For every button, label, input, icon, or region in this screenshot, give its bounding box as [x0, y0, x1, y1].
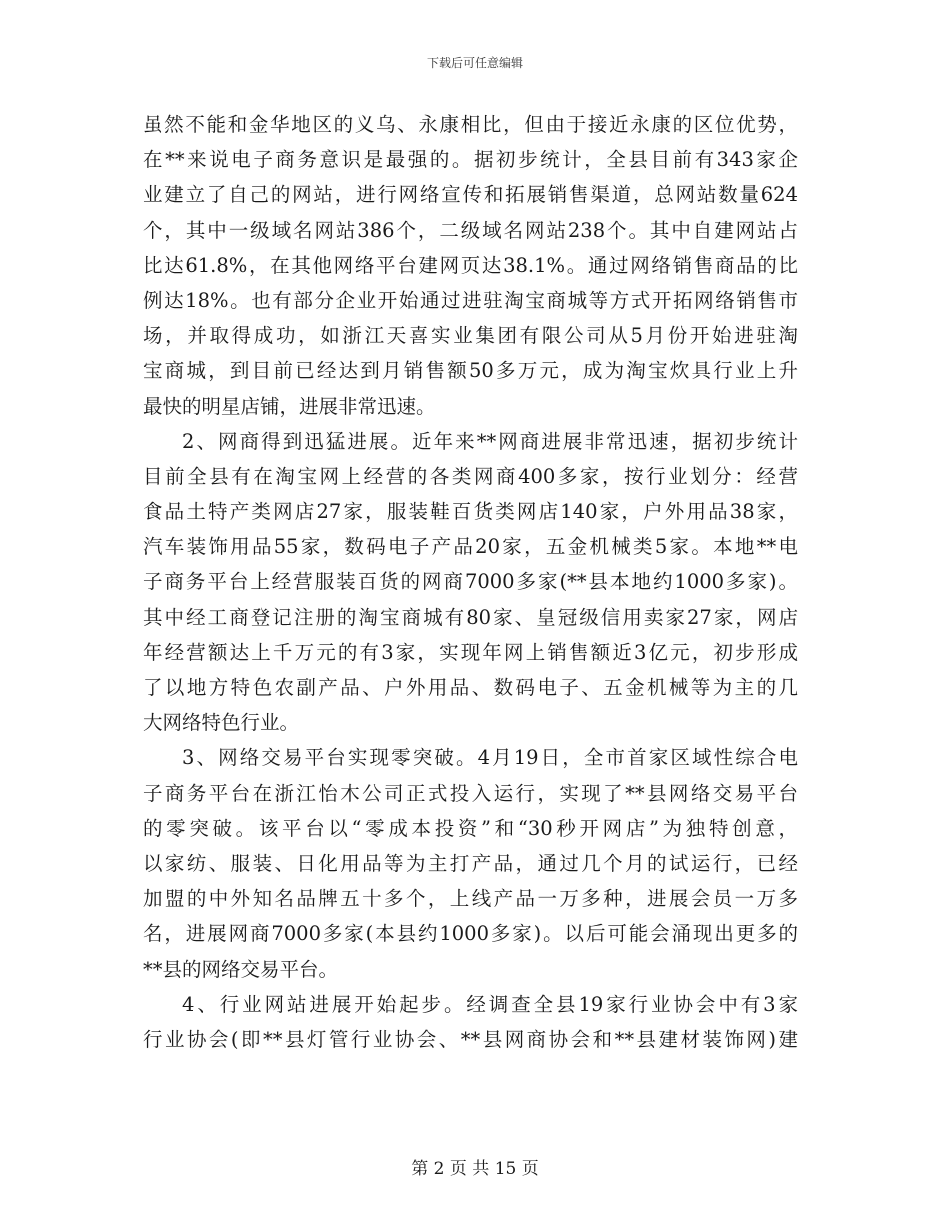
text-line: 宝商城，到目前已经达到月销售额50多万元，成为淘宝炊具行业上升	[143, 359, 798, 383]
text-line: 食品土特产类网店27家，服装鞋百货类网店140家，户外用品38家，	[143, 500, 798, 524]
text-line: 比达61.8%，在其他网络平台建网页达38.1%。通过网络销售商品的比	[143, 253, 798, 277]
text-line: 子商务平台在浙江怡木公司正式投入运行，实现了**县网络交易平台	[143, 781, 798, 805]
text-line: 场，并取得成功，如浙江天喜实业集团有限公司从5月份开始进驻淘	[143, 324, 798, 348]
text-line: 2、网商得到迅猛进展。近年来**网商进展非常迅速，据初步统计	[182, 429, 798, 453]
text-line: 3、网络交易平台实现零突破。4月19日，全市首家区域性综合电	[182, 746, 798, 770]
text-line: 其中经工商登记注册的淘宝商城有80家、皇冠级信用卖家27家，网店	[143, 605, 798, 629]
text-line: 大网络特色行业。	[143, 711, 300, 735]
text-line: 目前全县有在淘宝网上经营的各类网商400多家，按行业划分：经营	[143, 464, 798, 488]
page-footer: 第 2 页 共 15 页	[411, 1159, 539, 1179]
page-header: 下载后可任意编辑	[426, 56, 523, 70]
text-line: 子商务平台上经营服装百货的网商7000多家(**县本地约1000多家)。	[143, 570, 798, 594]
text-line: 年经营额达上千万元的有3家，实现年网上销售额近3亿元，初步形成	[143, 640, 798, 664]
text-line: 业建立了自己的网站，进行网络宣传和拓展销售渠道，总网站数量624	[143, 183, 798, 207]
text-line: 汽车装饰用品55家，数码电子产品20家，五金机械类5家。本地**电	[143, 535, 798, 559]
text-line: 名，进展网商7000多家(本县约1000多家)。以后可能会涌现出更多的	[143, 922, 798, 946]
text-line: 最快的明星店铺，进展非常迅速。	[143, 394, 436, 418]
paragraph-3	[143, 740, 798, 986]
text-line: 以家纺、服装、日化用品等为主打产品，通过几个月的试运行，已经	[143, 851, 798, 875]
text-line: 在**来说电子商务意识是最强的。据初步统计，全县目前有343家企	[143, 148, 798, 172]
text-line: 的零突破。该平台以“零成本投资”和“30秒开网店”为独特创意，	[143, 816, 798, 840]
text-line: 行业协会(即**县灯管行业协会、**县网商协会和**县建材装饰网)建	[143, 1027, 798, 1051]
text-line: 个，其中一级域名网站386个，二级域名网站238个。其中自建网站占	[143, 218, 798, 242]
document-body	[143, 107, 798, 1057]
text-line: 了以地方特色农副产品、户外用品、数码电子、五金机械等为主的几	[143, 676, 798, 699]
text-line: 虽然不能和金华地区的义乌、永康相比，但由于接近永康的区位优势，	[143, 113, 798, 136]
text-line: 加盟的中外知名品牌五十多个，上线产品一万多种，进展会员一万多	[143, 887, 798, 911]
paragraph-4	[143, 987, 798, 1057]
paragraph-2	[143, 424, 798, 741]
text-line: 例达18%。也有部分企业开始通过进驻淘宝商城等方式开拓网络销售市	[143, 288, 798, 312]
text-line: **县的网络交易平台。	[143, 957, 339, 981]
text-line: 4、行业网站进展开始起步。经调查全县19家行业协会中有3家	[182, 992, 798, 1016]
paragraph-1	[143, 107, 798, 424]
